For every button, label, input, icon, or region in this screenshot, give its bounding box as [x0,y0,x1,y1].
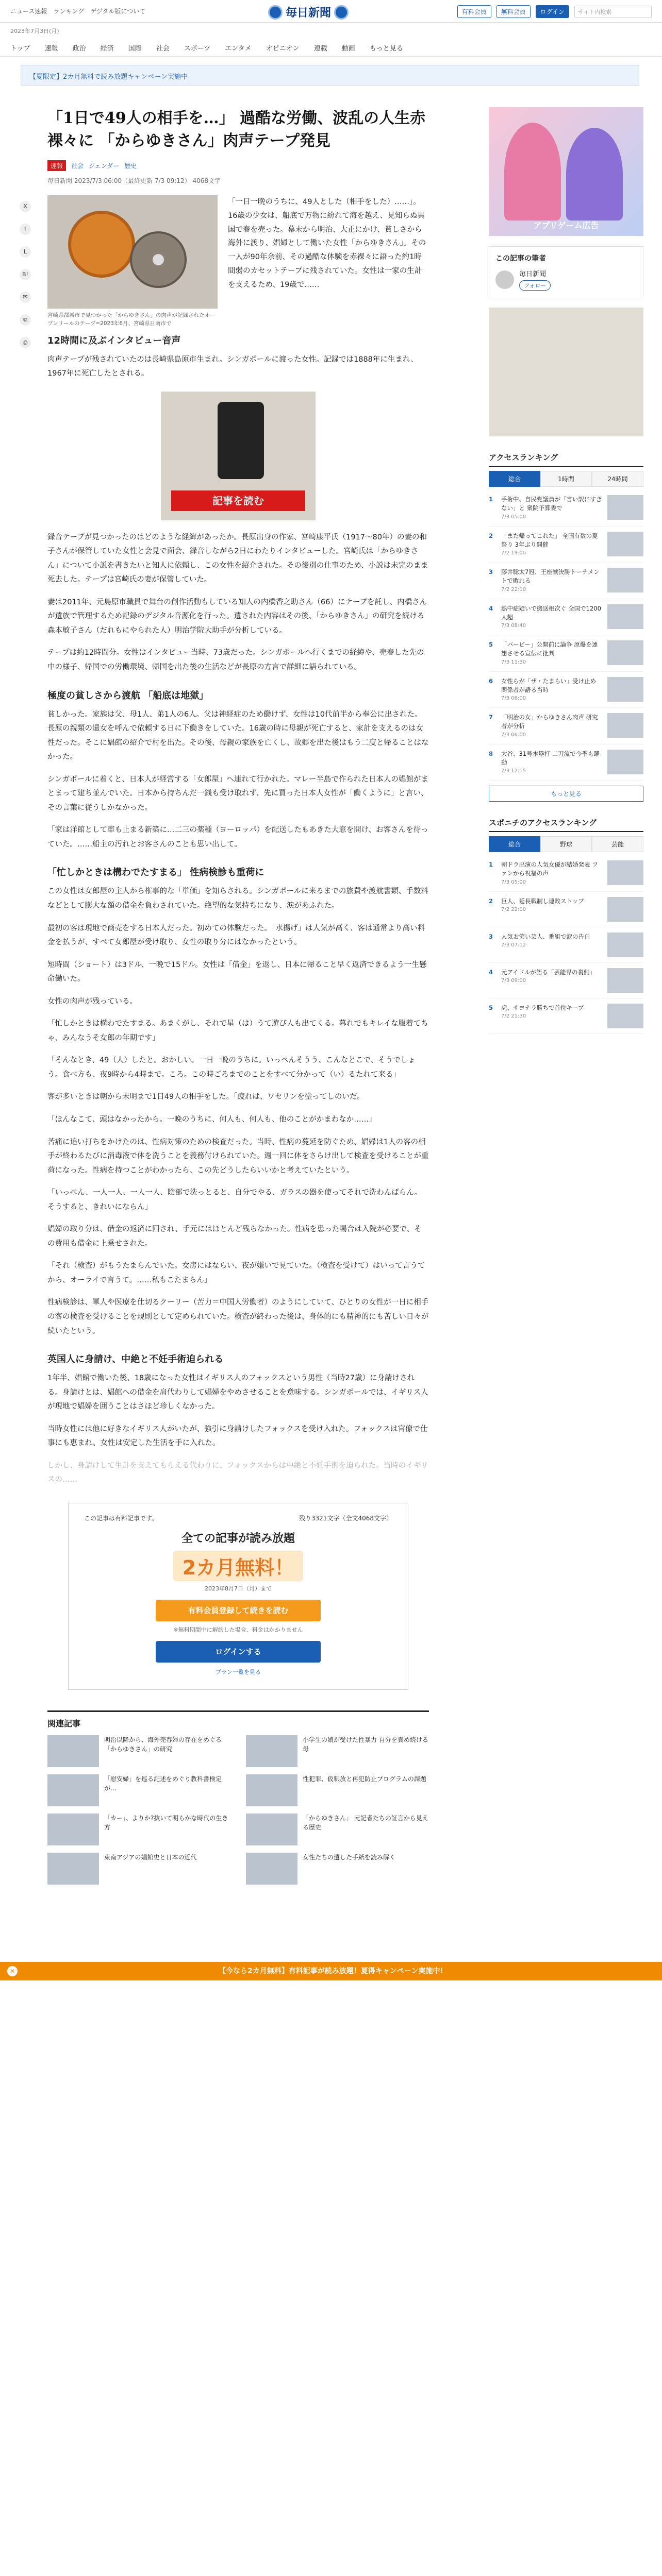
quote: 「忙しかときは構わでたすまる。あまくがし、それで星（は）うて遊び人も出てくる。暮れでもキレイな服着てちゃ、みんなうそ女郎の年期です」 [47,1020,428,1042]
related-text: 「からゆきさん」 元記者たちの証言から見える歴史 [303,1814,428,1831]
rank-thumbnail [607,568,643,592]
tape-reel-image [68,211,135,278]
rank-thumbnail [607,1004,643,1028]
nav-item[interactable]: スポーツ [184,45,211,53]
sidebar-ad-2[interactable] [489,308,643,436]
sidebar-ad[interactable] [489,107,643,236]
related-title: 関連記事 [47,1718,81,1728]
rank-text: 「また帰ってこれた」 全国有数の夏祭り 3年ぶり開催 [501,532,598,548]
ranking-item[interactable] [489,527,643,563]
rank-number: 3 [489,933,493,940]
rank-thumbnail [607,933,643,957]
sports-ranking-list [489,855,643,1034]
rank-time: 7/3 11:30 [501,659,526,665]
sports-ranking-tab[interactable]: 野球 [540,836,592,852]
campaign-banner[interactable]: 【夏限定】2カ月無料で読み放題キャンペーン実施中 [21,65,639,86]
ranking-item[interactable] [489,708,643,744]
paywall-note: ※無料期間中に解約した場合、料金はかかりません [173,1626,303,1633]
ranking-item[interactable] [489,744,643,781]
rank-number: 4 [489,968,493,976]
related-item[interactable] [47,1853,230,1885]
related-thumbnail [246,1774,297,1806]
site-logo[interactable] [268,4,349,20]
related-text: 小学生の娘が受けた性暴力 自分を責め続ける母 [303,1736,428,1753]
nav-item[interactable]: トップ [10,45,30,53]
ranking-tab[interactable]: 24時間 [592,471,643,487]
rank-thumbnail [607,640,643,665]
top-bar [0,0,662,35]
rank-time: 7/2 22:00 [501,906,526,912]
quote: 「そんなとき、49（人）したと。おかしい。一日一晩のうちに。いっぺんそうう、こんなとこで、そうでしょう。食べ方も、夜9時から4時まで。ころ。この時ごろまでのことをすべて分かって（い）るたれて来る」 [47,1056,416,1079]
related-text: 明治以降から、海外売春婦の存在をめぐる「からゆきさん」の研究 [104,1736,222,1753]
rank-time: 7/3 05:00 [501,514,526,520]
rank-time: 7/2 22:10 [501,586,526,592]
rank-time: 7/3 05:00 [501,879,526,885]
paragraph: テープは約12時間分。女性はインタビュー当時、73歳だった。シンガポールへ行くまでの経緯や、売春した先の中の様子、帰国での労働環境、帰国を出た後の生活などが長原の方言で詳細に語られている。 [47,649,424,671]
mail-share-icon[interactable]: ✉ [20,292,31,303]
free-months-badge: 2カ月無料！ [173,1551,303,1581]
rank-number: 2 [489,532,493,539]
rank-time: 7/3 06:00 [501,696,526,701]
rank-text: 大谷、31号本塁打 二刀流で今季も躍動 [501,750,600,766]
related-thumbnail [246,1814,297,1845]
section-heading: 英国人に身請け、中絶と不妊手術迫られる [47,1354,224,1365]
tape-reel-image-2 [130,231,187,288]
section-heading: 極度の貧しさから渡航 「船底は地獄」 [47,690,209,701]
author-box [489,246,643,297]
rank-thumbnail [607,897,643,922]
author-box-title: この記事の筆者 [495,255,546,263]
top-link-3[interactable]: デジタル版について [90,8,146,15]
related-item[interactable] [246,1735,429,1767]
paragraph: 録音テープが見つかったのはどのような経緯があったか。長原出身の作家、宮崎康平氏（1917〜80年）の妻の和子さんが保管していた女性と会見で面会、録音しながら2日にわたりインタビューした。宮崎氏は「からゆきさん」について小説を書きたいと知人に依頼し、この女性を紹介された。その後別の仕事のため、小説は未完のまま死去した。テープは宮崎氏の妻が保管していた。 [47,533,428,584]
rank-number: 5 [489,641,493,648]
nav-item[interactable]: 動画 [341,45,355,53]
ranking-tab[interactable]: 総合 [489,471,540,487]
ranking-tabs [489,471,643,487]
sports-ranking-tab[interactable]: 総合 [489,836,540,852]
paragraph: 肉声テープが残されていたのは長崎県島原市生まれ。シンガポールに渡った女性。記録では1888年に生まれ、1967年に死亡したとされる。 [47,355,418,378]
related-item[interactable] [246,1814,429,1845]
hatena-share-icon[interactable]: B! [20,269,31,280]
paragraph: 妻は2011年、元島原市職員で舞台の創作活動もしている知人の内橋香之助さん（66）にテープを託し、内橋さんが遺族で管理するため記録のデジタル音源化を行った。遺された内容はその後、「からゆきさん」の研究を続ける森本敏子さん（だれもにやられた人）明治学院大助手が分析している。 [47,598,427,635]
ranking-list [489,490,643,781]
breaking-tag[interactable]: 速報 [47,160,66,171]
paywall-title: 全ての記事が読み放題 [181,1532,295,1545]
share-buttons [20,201,31,348]
rank-time: 7/2 19:00 [501,550,526,556]
rank-number: 2 [489,897,493,905]
top-link-1[interactable]: ニュース速報 [10,8,47,15]
premium-button[interactable]: 有料会員 [457,5,491,18]
top-right-actions [457,5,652,18]
related-text: 「慰安婦」を巡る記述をめぐり教科書検定が… [104,1775,222,1792]
quote: 「それ（検査）がもうたまらんでいた。女房にはならい、夜が嫌いで見ていた。（検査を受けて）はいって言うてから、オーライで言うて。……私もこたまらん」 [47,1262,425,1284]
rank-time: 7/3 06:00 [501,732,526,738]
sports-ranking [489,817,643,1034]
paragraph: シンガポールに着くと、日本人が経営する「女郎屋」へ連れて行かれた。マレー半島で作られた日本人の娼館がまとまって建ち並んでいた。日本から持ちんだ一銭も受け取れず、先に買った日本人女性が「働くように」と言い、その言葉に従うしかなかった。 [47,775,428,812]
rank-text: 熱中症疑いで搬送相次ぐ 全国で1200人超 [501,604,601,621]
sports-ranking-item[interactable] [489,892,643,927]
nav-item[interactable]: オピニオン [266,45,300,53]
rank-number: 4 [489,604,493,612]
author-row [495,268,637,291]
rank-number: 5 [489,1004,493,1011]
ranking-tab[interactable]: 1時間 [540,471,592,487]
nav-item[interactable]: 社会 [156,45,170,53]
related-thumbnail [47,1814,99,1845]
rank-text: 虎、サヨナラ勝ちで首位キープ [501,1004,584,1011]
paragraph: この女性は女郎屋の主人から権事的な「単価」を知らされる。シンガポールに来るまでの旅費や渡航書類、手数料などとして膨大な額の借金を負わされていた。絶望的な気持ちになり、涙があふれた。 [47,887,428,910]
ad-text: アプリゲーム広告 [533,221,599,230]
rank-text: 元アイドルが語る「芸能界の裏側」 [501,968,595,976]
rank-number: 1 [489,861,493,868]
inline-ad[interactable] [161,392,316,520]
campaign-sticky-text: 【今なら2カ月無料】有料記事が読み放題！夏得キャンペーン実施中! [219,1967,443,1975]
paragraph: 「家は洋館として車も止まる新築に…二三の薬種（ヨーロッパ）を配送したもあきた大窓を開け、お客さんを待っていた。……船主の汚れとお客さんのことも思い出して。 [47,826,428,849]
related-item[interactable] [246,1774,429,1806]
sidebar [489,107,643,1034]
top-left-links [10,7,145,15]
rank-time: 7/3 07:12 [501,942,526,948]
rank-text: 人気お笑い芸人、番組で涙の告白 [501,933,590,940]
rank-thumbnail [607,495,643,520]
tag-link[interactable]: 歴史 [124,162,137,170]
section-heading: 「忙しかときは構わでたすまる」 性病検診も重荷に [47,867,264,878]
rank-number: 1 [489,496,493,503]
related-item[interactable] [246,1853,429,1885]
related-text: 東南アジアの娼館史と日本の近代 [104,1853,197,1861]
login-button[interactable]: ログイン [536,5,569,18]
related-articles [47,1710,429,1885]
link-copy-icon[interactable]: ⧉ [20,314,31,326]
rank-number: 3 [489,568,493,575]
nav-item[interactable]: 経済 [100,45,114,53]
logo-text: 毎日新聞 [286,6,332,20]
rank-thumbnail [607,604,643,629]
ranking-item[interactable] [489,599,643,636]
related-thumbnail [246,1853,297,1885]
paragraph: 苦痛に追い打ちをかけたのは、性病対策のための検査だった。当時、性病の蔓延を防ぐため、娼婦は1人の客の相手が終わるたびに消毒液で体を洗うことを義務付けられていた。週一回に体をさらけ出して検査を受けることが重荷になった。性病を持つことがわかったら、この先どうしたらいいかと考えていたという。 [47,1138,429,1175]
rank-number: 7 [489,714,493,721]
line-share-icon[interactable]: L [20,246,31,258]
rank-thumbnail [607,713,643,738]
related-item[interactable] [47,1774,230,1806]
rank-thumbnail [607,532,643,556]
sports-ranking-title: スポニチのアクセスランキング [489,817,643,832]
access-ranking [489,452,643,802]
quote: 「ほんなこて、頭はなかったから。一晩のうちに、何人も、何人も、他のことがかまわなか……」 [47,1115,376,1124]
facebook-share-icon[interactable]: f [20,224,31,235]
related-thumbnail [47,1735,99,1767]
sports-ranking-tabs [489,836,643,852]
related-grid [47,1735,429,1885]
paywall-login-button[interactable]: ログインする [156,1641,321,1663]
rank-number: 6 [489,677,493,685]
paywall-status [84,1514,392,1522]
rank-time: 7/2 21:30 [501,1013,526,1019]
rank-time: 7/3 08:40 [501,623,526,629]
section-heading: 12時間に及ぶインタビュー音声 [47,335,181,346]
main-nav [0,39,662,57]
article-meta: 毎日新聞 2023/7/3 06:00（最終更新 7/3 09:12） 4068文字 [47,177,221,184]
paywall-notice: この記事は有料記事です。 [84,1514,158,1522]
follow-button[interactable]: フォロー [519,280,551,291]
rank-number: 8 [489,750,493,757]
nav-item[interactable]: エンタメ [225,45,252,53]
ad-label: 記事を読む [171,490,305,511]
ranking-more-button[interactable]: もっと見る [489,786,643,802]
logo-mark-icon-right [334,5,349,20]
article-tags [47,160,429,171]
rank-thumbnail [607,677,643,702]
logo-mark-icon [268,5,283,20]
rank-text: 女性らが「ザ・たまらい」受け止め 関係者が語る当時 [501,677,596,693]
paragraph: 貧しかった。家族は父、母1人、弟1人の6人。父は神経症のため働けず、女性は10代前半から奉公に出された。長原の親類の還女を呼んで依頼する日に下働きをしていた。16歳の時に母親が死亡すると、家計を支えるのは女性だった。そこに娼館の紹介で村を出た。その後、母親の家族を亡くし、故郷を出た後はもう二度と帰ることはなかった。 [47,710,429,761]
paywall-box [68,1503,408,1690]
nav-item[interactable]: 政治 [72,45,86,53]
related-text: 「カー」、よりか?抜いて明らかな時代の生き方 [104,1814,228,1831]
phone-image [218,402,264,479]
related-thumbnail [47,1774,99,1806]
author-avatar [495,270,514,289]
rank-text: 「バービー」公開前に論争 原爆を連想させる宣伝に批判 [501,641,598,657]
plan-list-link[interactable]: プラン一覧を見る [216,1668,261,1675]
tag-link[interactable]: ジェンダー [89,162,120,170]
subscribe-button[interactable]: 有料会員登録して続きを読む [156,1600,321,1621]
paragraph: 女性の肉声が残っている。 [47,997,137,1006]
author-name[interactable]: 毎日新聞 [519,270,547,278]
free-member-button[interactable]: 無料会員 [496,5,531,18]
x-share-icon[interactable]: X [20,201,31,212]
related-thumbnail [47,1853,99,1885]
rank-text: 朝ドラ出演の人気女優が結婚発表 ファンから祝福の声 [501,861,598,877]
rank-time: 7/3 12:15 [501,768,526,774]
paragraph: 短時間（ショート）は3ドル、一晩で15ドル。女性は「借金」を返し、日本に帰ること早く返済できるよう一生懸命働いた。 [47,960,427,984]
ad-character-image [504,123,561,221]
author-info [519,268,551,291]
tag-link[interactable]: 社会 [71,162,84,170]
ranking-item[interactable] [489,490,643,527]
article-photo[interactable] [47,195,218,309]
rank-thumbnail [607,750,643,774]
paragraph: 最初の客は現地で商売をする日本人だった。初めての体験だった。「水揚げ」は人気が高く、客は通常より高い料金を払うが、すべて女郎屋が受け取り、女性の取り分にはなかったという。 [47,924,425,947]
related-text: 性犯罪、仮釈放と再犯防止プログラムの課題 [303,1775,426,1783]
related-thumbnail [246,1735,297,1767]
article-main [47,107,429,1885]
rank-text: 巨人、延長戦制し連敗ストップ [501,897,584,905]
rank-text: 手術中、自民党議員が「言い訳にすぎない」と 衆院予算委で [501,496,602,512]
ranking-item[interactable] [489,635,643,672]
rank-thumbnail [607,860,643,885]
sports-ranking-item[interactable] [489,998,643,1034]
nav-item[interactable]: 速報 [44,45,58,53]
nav-item[interactable]: 連載 [313,45,327,53]
paragraph: 1年半、娼館で働いた後、18歳になった女性はイギリス人のフォックスという男性（当時27歳）に身請けされる。身請けとは、娼館への借金を肩代わりして娼婦をやめさせることを意味する。シンガポールでは、イギリス人が現地で娼婦を囲うことはさほど珍しくなかった。 [47,1374,428,1411]
sports-ranking-item[interactable] [489,963,643,998]
print-icon[interactable]: ⎙ [20,337,31,348]
sports-ranking-item[interactable] [489,855,643,892]
sports-ranking-tab[interactable]: 芸能 [592,836,643,852]
related-text: 女性たちの遺した手紙を読み解く [303,1853,396,1861]
campaign-sticky-bar[interactable] [0,1962,662,1980]
header-date: 2023年7月3日(月) [10,28,59,35]
paragraph: 客が多いときは朝から未明まで1日49人の相手をした。「疲れは、ワセリンを塗ってしのいだ。 [47,1093,365,1101]
paywall-remaining: 残り3321文字（全文4068文字） [299,1514,392,1522]
related-item[interactable] [47,1814,230,1845]
search-input[interactable]: サイト内検索 [574,6,652,18]
ranking-item[interactable] [489,672,643,708]
ranking-title: アクセスランキング [489,452,643,467]
nav-item[interactable]: 国際 [128,45,142,53]
ad-character-image-2 [566,128,623,221]
rank-thumbnail [607,968,643,993]
rank-time: 7/3 09:00 [501,977,526,984]
rank-text: 「明治の女」からゆきさん肉声 研究者が分析 [501,714,598,730]
ranking-item[interactable] [489,563,643,599]
rank-text: 藤井聡太7冠、王座戦決勝トーナメントで敗れる [501,568,600,585]
article-figure [47,195,218,328]
quote: 「いっぺん、一人一人、一人一人、陰部で洗っとると、自分でやる、ガラスの器を使ってそれで洗わんばらん。そうすると、きれいにならん」 [47,1189,422,1211]
photo-caption: 宮崎県都城市で見つかった「からゆきさん」の肉声が記録されたオープンリールのテープ=2023年6月、宮崎県日南市で [47,312,216,327]
paragraph: 当時女性には他に好きなイギリス人がいたが、強引に身請けしたフォックスを受け入れた。フォックスは官僚で仕事にも恵まれ、女性は安定した生活を手に入れた。 [47,1425,428,1448]
nav-item[interactable]: もっと見る [369,45,403,53]
paragraph: 性病検診は、軍人や医療を仕切るクーリー（苦力＝中国人労働者）のようにしていて、ひとりの女性が一日に相手の客の検査を受けることを規則として定められていた。検査が終わった後は、身体的にも精神的にも苦しい日々が続いたという。 [47,1298,429,1335]
related-item[interactable] [47,1735,230,1767]
sports-ranking-item[interactable] [489,927,643,963]
close-icon[interactable]: ✕ [7,1966,18,1976]
article-lead: 「一日一晩のうちに、49人とした（相手をした）……」。16歳の少女は、船底で万物に紛れて海を越え、見知らぬ異国で春を売った。幕末から明治、大正にかけ、貧しさから海外に渡り、娼婦として働いた女性「からゆきさん」。その一人が90年余前、その過酷な体験を赤裸々に語った約1時間弱のカセットテープに残されていた。女性は一家の生計を支えるため、19歳で…… [228,198,426,289]
article-title: 「1日で49人の相手を…」 過酷な労働、波乱の人生赤裸々に 「からゆきさん」肉声テープ発見 [47,109,426,150]
campaign-period: 2023年8月7日（月）まで [205,1585,272,1592]
paragraph: 娼婦の取り分は、借金の返済に回され、手元にはほとんど残らなかった。性病を患った場合は入院が必要で、その費用も借金に上乗せされた。 [47,1225,422,1248]
paragraph-faded: しかし、身請けして生計を支えてもらえる代わりに、フォックスからは中絶と不妊手術を迫られた。当時のイギリスの…… [47,1461,428,1484]
top-link-2[interactable]: ランキング [53,8,85,15]
